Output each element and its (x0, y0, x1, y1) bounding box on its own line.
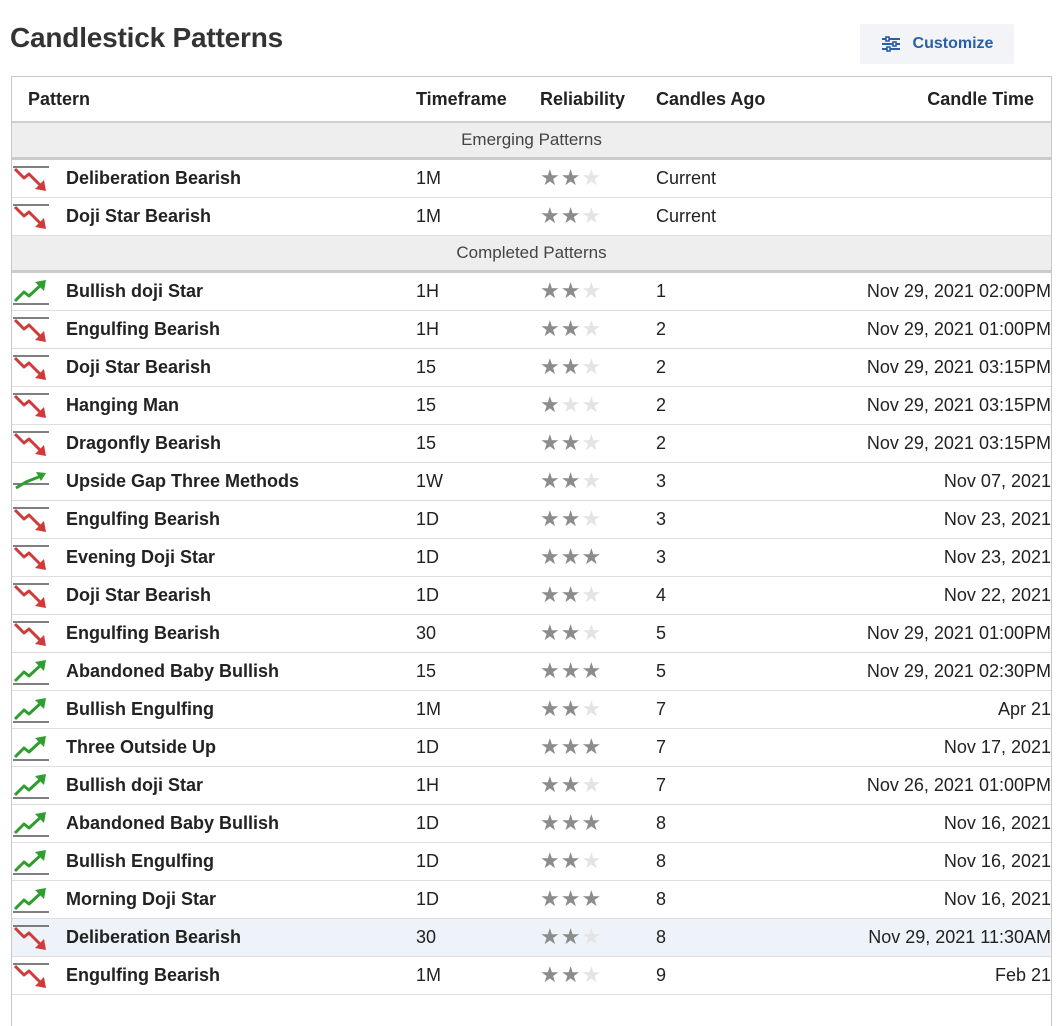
table-row[interactable] (12, 767, 1051, 805)
reliability-cell (540, 349, 656, 387)
star-empty-icon: ★ (581, 203, 602, 229)
candle-time-cell: Nov 22, 2021 (816, 577, 1051, 615)
pattern-name[interactable]: Engulfing Bearish (66, 319, 221, 339)
candles-ago-cell: Current (656, 159, 816, 198)
table-row[interactable] (12, 919, 1051, 957)
pattern-name[interactable]: Morning Doji Star (66, 889, 216, 909)
table-row[interactable] (12, 957, 1051, 995)
table-row[interactable] (12, 881, 1051, 919)
reliability-stars (540, 165, 602, 191)
pattern-cell (12, 349, 416, 387)
reliability-stars (540, 962, 602, 988)
pattern-wrap (12, 354, 416, 382)
candles-ago-cell: 5 (656, 615, 816, 653)
candles-ago-cell: 2 (656, 387, 816, 425)
reliability-stars (540, 354, 602, 380)
candles-ago-cell: 3 (656, 463, 816, 501)
candle-time-cell (816, 198, 1051, 236)
star-filled-icon: ★ (560, 506, 581, 532)
star-empty-icon: ★ (581, 848, 602, 874)
bearish-arrow-icon (12, 430, 50, 458)
candle-time-cell: Nov 23, 2021 (816, 501, 1051, 539)
reliability-stars (540, 582, 602, 608)
section-title: Completed Patterns (12, 236, 1051, 272)
table-row[interactable] (12, 577, 1051, 615)
pattern-wrap (12, 506, 416, 534)
candles-ago-cell: 8 (656, 919, 816, 957)
reliability-cell (540, 957, 656, 995)
star-empty-icon: ★ (581, 392, 602, 418)
candles-ago-cell: 8 (656, 881, 816, 919)
timeframe-cell: 1D (416, 843, 540, 881)
timeframe-cell: 1D (416, 539, 540, 577)
star-empty-icon: ★ (560, 392, 581, 418)
pattern-wrap (12, 620, 416, 648)
table-row[interactable] (12, 615, 1051, 653)
reliability-stars (540, 430, 602, 456)
reliability-cell (540, 501, 656, 539)
candles-ago-cell: 7 (656, 729, 816, 767)
bearish-arrow-icon (12, 354, 50, 382)
star-filled-icon: ★ (540, 468, 560, 494)
timeframe-cell: 1M (416, 957, 540, 995)
table-row[interactable] (12, 311, 1051, 349)
pattern-cell (12, 653, 416, 691)
reliability-stars (540, 620, 602, 646)
star-empty-icon: ★ (581, 468, 602, 494)
pattern-wrap (12, 468, 416, 496)
candles-ago-cell: 5 (656, 653, 816, 691)
customize-button[interactable] (860, 24, 1014, 64)
star-filled-icon: ★ (560, 772, 581, 798)
reliability-stars (540, 734, 602, 760)
bullish-arrow-icon (12, 810, 50, 838)
star-filled-icon: ★ (581, 810, 602, 836)
reliability-stars (540, 848, 602, 874)
pattern-name[interactable]: Engulfing Bearish (66, 509, 221, 529)
star-filled-icon: ★ (540, 203, 560, 229)
star-filled-icon: ★ (560, 962, 581, 988)
star-filled-icon: ★ (560, 582, 581, 608)
table-header-row (12, 77, 1051, 122)
pattern-cell (12, 198, 416, 236)
table-row[interactable] (12, 198, 1051, 236)
table-row[interactable] (12, 653, 1051, 691)
pattern-cell (12, 881, 416, 919)
reliability-stars (540, 203, 602, 229)
star-filled-icon: ★ (540, 165, 560, 191)
table-row[interactable] (12, 159, 1051, 198)
bearish-arrow-icon (12, 392, 50, 420)
column-header-pattern[interactable]: Pattern (12, 77, 416, 122)
reliability-stars (540, 886, 602, 912)
pattern-name[interactable]: Bullish doji Star (66, 775, 204, 795)
star-filled-icon: ★ (540, 924, 560, 950)
timeframe-cell: 15 (416, 349, 540, 387)
reliability-cell (540, 767, 656, 805)
bullish-arrow-icon (12, 658, 50, 686)
pattern-cell (12, 767, 416, 805)
candles-ago-cell: 2 (656, 311, 816, 349)
reliability-cell (540, 311, 656, 349)
table-row[interactable] (12, 805, 1051, 843)
candle-time-cell (816, 159, 1051, 198)
bullish-arrow-icon (12, 278, 50, 306)
reliability-cell (540, 881, 656, 919)
pattern-name[interactable]: Bullish doji Star (66, 281, 204, 301)
candle-time-cell: Nov 29, 2021 03:15PM (816, 425, 1051, 463)
candle-time-cell: Nov 07, 2021 (816, 463, 1051, 501)
star-filled-icon: ★ (560, 430, 581, 456)
pattern-name[interactable]: Evening Doji Star (66, 547, 216, 567)
candle-time-cell: Feb 21 (816, 957, 1051, 995)
reliability-stars (540, 506, 602, 532)
timeframe-cell: 1D (416, 577, 540, 615)
pattern-wrap (12, 582, 416, 610)
bearish-arrow-icon (12, 924, 50, 952)
reliability-cell (540, 843, 656, 881)
reliability-cell (540, 805, 656, 843)
pattern-cell (12, 425, 416, 463)
star-empty-icon: ★ (581, 962, 602, 988)
star-filled-icon: ★ (560, 468, 581, 494)
candle-time-cell: Nov 17, 2021 (816, 729, 1051, 767)
star-filled-icon: ★ (540, 316, 560, 342)
star-filled-icon: ★ (560, 165, 581, 191)
pattern-cell (12, 272, 416, 311)
candles-ago-cell: 9 (656, 957, 816, 995)
star-filled-icon: ★ (560, 620, 581, 646)
star-filled-icon: ★ (540, 430, 560, 456)
reliability-stars (540, 658, 602, 684)
star-filled-icon: ★ (560, 203, 581, 229)
star-empty-icon: ★ (581, 924, 602, 950)
bearish-arrow-icon (12, 582, 50, 610)
reliability-cell (540, 729, 656, 767)
bearish-arrow-icon (12, 544, 50, 572)
timeframe-cell: 15 (416, 387, 540, 425)
column-header-timeframe[interactable]: Timeframe (416, 77, 540, 122)
timeframe-cell: 1M (416, 691, 540, 729)
column-header-reliability[interactable]: Reliability (540, 77, 656, 122)
section-header-row (12, 236, 1051, 272)
candle-time-cell: Nov 23, 2021 (816, 539, 1051, 577)
section-header-row (12, 122, 1051, 159)
star-filled-icon: ★ (540, 658, 560, 684)
pattern-cell (12, 957, 416, 995)
star-filled-icon: ★ (560, 278, 581, 304)
reliability-stars (540, 468, 602, 494)
reliability-cell (540, 577, 656, 615)
pattern-name[interactable]: Three Outside Up (66, 737, 217, 757)
candle-time-cell: Nov 29, 2021 11:30AM (816, 919, 1051, 957)
star-empty-icon: ★ (581, 316, 602, 342)
section-title: Emerging Patterns (12, 122, 1051, 159)
pattern-wrap (12, 544, 416, 572)
star-empty-icon: ★ (581, 620, 602, 646)
star-filled-icon: ★ (581, 734, 602, 760)
reliability-cell (540, 653, 656, 691)
table-row[interactable] (12, 539, 1051, 577)
reliability-stars (540, 772, 602, 798)
candles-ago-cell: 3 (656, 539, 816, 577)
column-header-candle-time[interactable]: Candle Time (816, 77, 1051, 122)
reliability-cell (540, 919, 656, 957)
pattern-name[interactable]: Abandoned Baby Bullish (66, 813, 280, 833)
pattern-cell (12, 311, 416, 349)
pattern-wrap (12, 392, 416, 420)
star-filled-icon: ★ (560, 354, 581, 380)
pattern-name[interactable]: Doji Star Bearish (66, 357, 212, 377)
table-row[interactable] (12, 272, 1051, 311)
reliability-stars (540, 924, 602, 950)
reliability-cell (540, 198, 656, 236)
reliability-stars (540, 392, 602, 418)
star-filled-icon: ★ (540, 696, 560, 722)
reliability-cell (540, 159, 656, 198)
pattern-cell (12, 805, 416, 843)
candle-time-cell: Nov 29, 2021 01:00PM (816, 615, 1051, 653)
pattern-cell (12, 159, 416, 198)
pattern-wrap (12, 316, 416, 344)
star-filled-icon: ★ (560, 848, 581, 874)
pattern-cell (12, 691, 416, 729)
star-filled-icon: ★ (560, 734, 581, 760)
pattern-wrap (12, 658, 416, 686)
timeframe-cell: 1M (416, 159, 540, 198)
star-filled-icon: ★ (560, 658, 581, 684)
timeframe-cell: 15 (416, 425, 540, 463)
star-filled-icon: ★ (560, 886, 581, 912)
star-filled-icon: ★ (540, 886, 560, 912)
candle-time-cell: Nov 29, 2021 03:15PM (816, 387, 1051, 425)
candles-ago-cell: 8 (656, 805, 816, 843)
pattern-wrap (12, 924, 416, 952)
pattern-wrap (12, 278, 416, 306)
bearish-arrow-icon (12, 203, 50, 231)
pattern-wrap (12, 430, 416, 458)
table-row[interactable] (12, 501, 1051, 539)
bearish-arrow-icon (12, 962, 50, 990)
bearish-arrow-icon (12, 620, 50, 648)
pattern-wrap (12, 962, 416, 990)
reliability-cell (540, 272, 656, 311)
candles-ago-cell: 7 (656, 691, 816, 729)
pattern-wrap (12, 848, 416, 876)
reliability-cell (540, 387, 656, 425)
star-empty-icon: ★ (581, 165, 602, 191)
reliability-stars (540, 316, 602, 342)
timeframe-cell: 1H (416, 272, 540, 311)
star-filled-icon: ★ (540, 278, 560, 304)
star-filled-icon: ★ (560, 810, 581, 836)
pattern-cell (12, 615, 416, 653)
star-filled-icon: ★ (560, 316, 581, 342)
timeframe-cell: 1M (416, 198, 540, 236)
sliders-icon (881, 36, 901, 52)
pattern-name[interactable]: Doji Star Bearish (66, 206, 212, 226)
bullish-arrow-icon (12, 696, 50, 724)
candle-time-cell: Nov 26, 2021 01:00PM (816, 767, 1051, 805)
pattern-name[interactable]: Deliberation Bearish (66, 927, 242, 947)
pattern-wrap (12, 203, 416, 231)
star-empty-icon: ★ (581, 430, 602, 456)
bullish-arrow-icon (12, 886, 50, 914)
star-filled-icon: ★ (540, 962, 560, 988)
star-filled-icon: ★ (540, 848, 560, 874)
patterns-table (12, 77, 1051, 995)
continuation-arrow-icon (12, 468, 50, 496)
page-title: Candlestick Patterns (10, 22, 283, 53)
candles-ago-cell: 7 (656, 767, 816, 805)
reliability-stars (540, 544, 602, 570)
pattern-cell (12, 387, 416, 425)
candles-ago-cell: 4 (656, 577, 816, 615)
star-filled-icon: ★ (560, 544, 581, 570)
pattern-name[interactable]: Engulfing Bearish (66, 965, 221, 985)
pattern-name[interactable]: Upside Gap Three Methods (66, 471, 300, 491)
table-row[interactable] (12, 387, 1051, 425)
table-row[interactable] (12, 425, 1051, 463)
bullish-arrow-icon (12, 848, 50, 876)
candles-ago-cell: 3 (656, 501, 816, 539)
star-filled-icon: ★ (540, 544, 560, 570)
pattern-name[interactable]: Hanging Man (66, 395, 179, 415)
pattern-name[interactable]: Doji Star Bearish (66, 585, 212, 605)
pattern-wrap (12, 696, 416, 724)
star-filled-icon: ★ (540, 734, 560, 760)
timeframe-cell: 1H (416, 311, 540, 349)
table-row[interactable] (12, 843, 1051, 881)
star-filled-icon: ★ (540, 772, 560, 798)
bearish-arrow-icon (12, 506, 50, 534)
bearish-arrow-icon (12, 316, 50, 344)
pattern-wrap (12, 734, 416, 762)
pattern-cell (12, 539, 416, 577)
table-row[interactable] (12, 729, 1051, 767)
bullish-arrow-icon (12, 734, 50, 762)
pattern-name[interactable]: Bullish Engulfing (66, 851, 214, 871)
candle-time-cell: Apr 21 (816, 691, 1051, 729)
pattern-wrap (12, 165, 416, 193)
candles-ago-cell: Current (656, 198, 816, 236)
pattern-name[interactable]: Dragonfly Bearish (66, 433, 222, 453)
candles-ago-cell: 1 (656, 272, 816, 311)
star-empty-icon: ★ (581, 354, 602, 380)
candle-time-cell: Nov 29, 2021 03:15PM (816, 349, 1051, 387)
candles-ago-cell: 8 (656, 843, 816, 881)
star-filled-icon: ★ (540, 392, 560, 418)
table-row[interactable] (12, 349, 1051, 387)
pattern-cell (12, 729, 416, 767)
reliability-cell (540, 615, 656, 653)
bullish-arrow-icon (12, 772, 50, 800)
star-empty-icon: ★ (581, 506, 602, 532)
candle-time-cell: Nov 16, 2021 (816, 805, 1051, 843)
candles-ago-cell: 2 (656, 425, 816, 463)
timeframe-cell: 30 (416, 615, 540, 653)
candles-ago-cell: 2 (656, 349, 816, 387)
star-filled-icon: ★ (560, 696, 581, 722)
table-body (12, 122, 1051, 995)
star-filled-icon: ★ (540, 810, 560, 836)
star-filled-icon: ★ (540, 582, 560, 608)
star-filled-icon: ★ (560, 924, 581, 950)
pattern-name[interactable]: Abandoned Baby Bullish (66, 661, 280, 681)
timeframe-cell: 1D (416, 501, 540, 539)
column-header-candles-ago[interactable]: Candles Ago (656, 77, 816, 122)
star-filled-icon: ★ (581, 886, 602, 912)
star-empty-icon: ★ (581, 278, 602, 304)
timeframe-cell: 1D (416, 881, 540, 919)
reliability-stars (540, 696, 602, 722)
candle-time-cell: Nov 29, 2021 02:30PM (816, 653, 1051, 691)
timeframe-cell: 15 (416, 653, 540, 691)
candle-time-cell: Nov 16, 2021 (816, 881, 1051, 919)
pattern-cell (12, 463, 416, 501)
bearish-arrow-icon (12, 165, 50, 193)
timeframe-cell: 1W (416, 463, 540, 501)
pattern-wrap (12, 810, 416, 838)
timeframe-cell: 30 (416, 919, 540, 957)
reliability-cell (540, 691, 656, 729)
candle-time-cell: Nov 29, 2021 02:00PM (816, 272, 1051, 311)
table-row[interactable] (12, 463, 1051, 501)
star-empty-icon: ★ (581, 582, 602, 608)
reliability-stars (540, 278, 602, 304)
table-row[interactable] (12, 691, 1051, 729)
star-filled-icon: ★ (581, 544, 602, 570)
star-empty-icon: ★ (581, 772, 602, 798)
pattern-cell (12, 577, 416, 615)
reliability-cell (540, 463, 656, 501)
star-filled-icon: ★ (581, 658, 602, 684)
pattern-name[interactable]: Engulfing Bearish (66, 623, 221, 643)
timeframe-cell: 1H (416, 767, 540, 805)
pattern-name[interactable]: Deliberation Bearish (66, 168, 242, 188)
candle-time-cell: Nov 29, 2021 01:00PM (816, 311, 1051, 349)
pattern-wrap (12, 772, 416, 800)
timeframe-cell: 1D (416, 805, 540, 843)
reliability-cell (540, 539, 656, 577)
pattern-wrap (12, 886, 416, 914)
reliability-stars (540, 810, 602, 836)
star-filled-icon: ★ (540, 620, 560, 646)
star-filled-icon: ★ (540, 506, 560, 532)
pattern-name[interactable]: Bullish Engulfing (66, 699, 214, 719)
customize-label: Customize (912, 35, 994, 52)
pattern-cell (12, 919, 416, 957)
pattern-cell (12, 843, 416, 881)
timeframe-cell: 1D (416, 729, 540, 767)
reliability-cell (540, 425, 656, 463)
star-filled-icon: ★ (540, 354, 560, 380)
candle-time-cell: Nov 16, 2021 (816, 843, 1051, 881)
star-empty-icon: ★ (581, 696, 602, 722)
patterns-table-container (11, 76, 1052, 1026)
pattern-cell (12, 501, 416, 539)
